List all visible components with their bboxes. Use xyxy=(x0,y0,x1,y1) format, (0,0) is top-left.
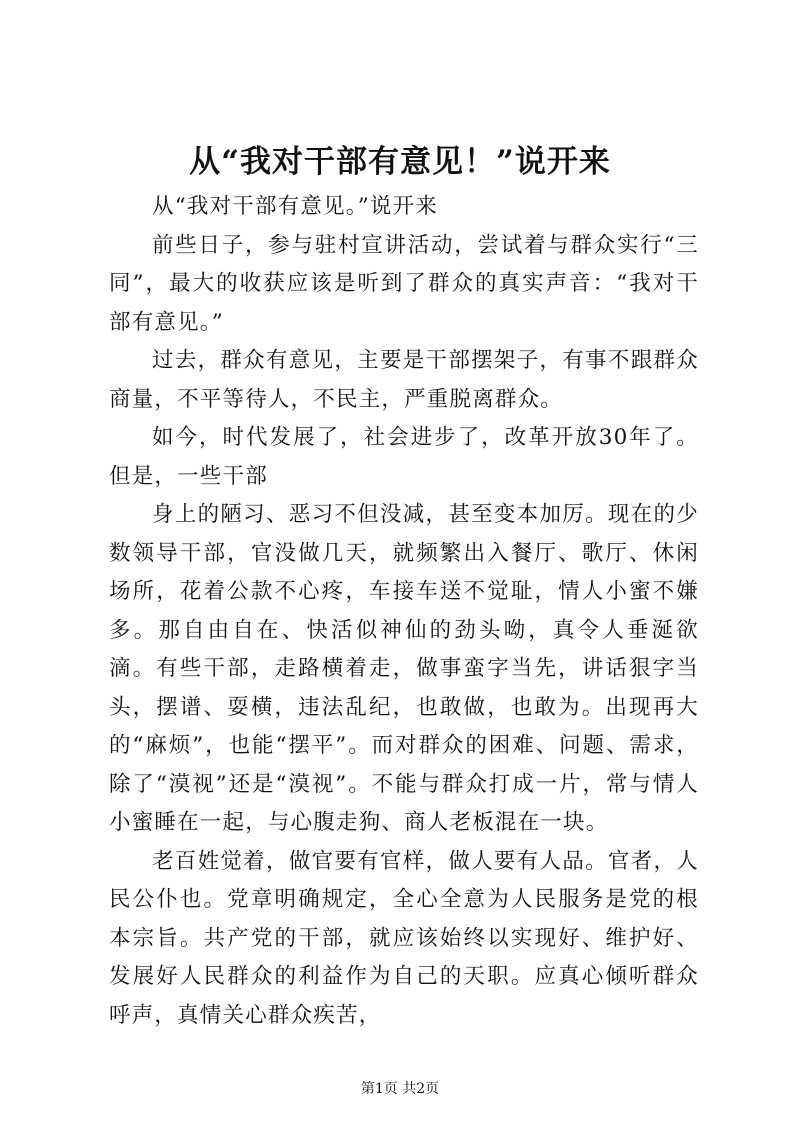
paragraph: 如今，时代发展了，社会进步了，改革开放30年了。但是，一些干部 xyxy=(109,425,699,489)
document-title: 从“我对干部有意见！”说开来 xyxy=(189,144,611,180)
page-footer: 第1页 共2页 xyxy=(360,1081,440,1097)
paragraph: 从“我对干部有意见。”说开来 xyxy=(152,194,439,219)
paragraph: 老百姓觉着，做官要有官样，做人要有人品。官者，人民公仆也。党章明确规定，全心全意为人民服务是党的根本宗旨。共产党的干部，就应该始终以实现好、维护好、发展好人民群众的利益作为自己的天职。应真心倾听群众呼声，真情关心群众疾苦， xyxy=(109,848,699,1028)
paragraph: 前些日子，参与驻村宣讲活动，尝试着与群众实行“三同”，最大的收获应该是听到了群众的真实声音：“我对干部有意见。” xyxy=(109,232,699,335)
document-body xyxy=(109,188,699,1035)
paragraph: 过去，群众有意见，主要是干部摆架子，有事不跟群众商量，不平等待人，不民主，严重脱离群众。 xyxy=(109,348,699,412)
paragraph: 身上的陋习、恶习不但没减，甚至变本加厉。现在的少数领导干部，官没做几天，就频繁出入餐厅、歌厅、休闲场所，花着公款不心疼，车接车送不觉耻，情人小蜜不嫌多。那自由自在、快活似神仙的劲头呦，真令人垂涎欲滴。有些干部，走路横着走，做事蛮字当先，讲话狠字当头，摆谱、耍横，违法乱纪，也敢做，也敢为。出现再大的“麻烦”，也能“摆平”。而对群众的困难、问题、需求，除了“漠视”还是“漠视”。不能与群众打成一片，常与情人小蜜睡在一起，与心腹走狗、商人老板混在一块。 xyxy=(109,502,699,835)
